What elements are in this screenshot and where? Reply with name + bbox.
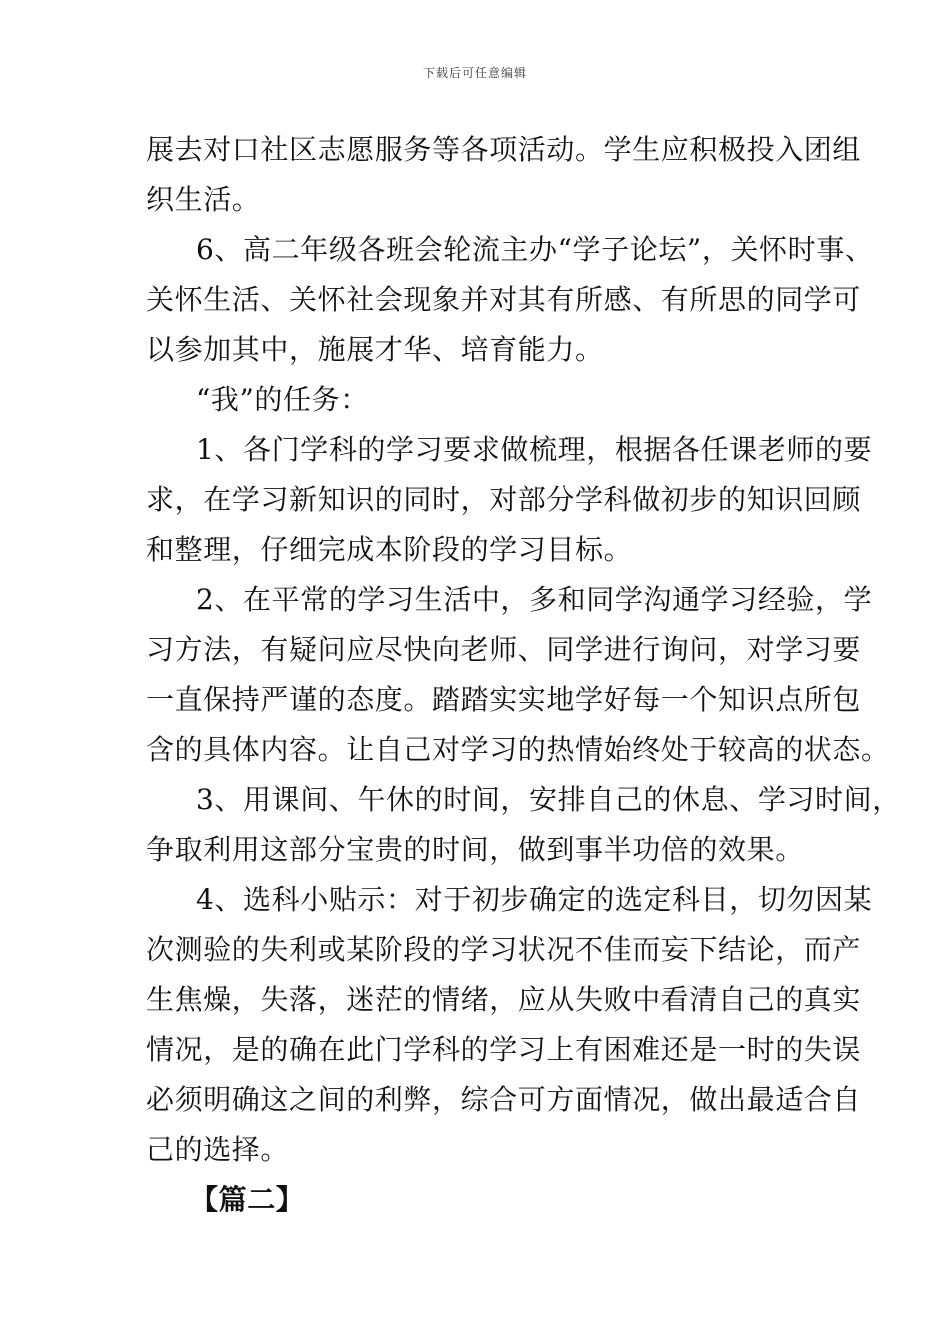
text-line: 己的选择。 bbox=[146, 1133, 290, 1166]
text-line: 情况，是的确在此门学科的学习上有困难还是一时的失误 bbox=[146, 1033, 862, 1066]
text-line: 和整理，仔细完成本阶段的学习目标。 bbox=[146, 533, 633, 566]
text-line: 习方法，有疑问应尽快向老师、同学进行询问，对学习要 bbox=[146, 633, 862, 666]
header-note: 下载后可任意编辑 bbox=[422, 66, 527, 80]
task-1-line: 1、各门学科的学习要求做梳理，根据各任课老师的要 bbox=[196, 433, 873, 466]
paragraph-6-line: 6、高二年级各班会轮流主办“学子论坛”，关怀时事、 bbox=[196, 233, 874, 266]
text-line: 织生活。 bbox=[146, 183, 261, 216]
section-heading: 【篇二】 bbox=[190, 1183, 305, 1216]
text-line: 以参加其中，施展才华、培育能力。 bbox=[146, 333, 604, 366]
text-line: 一直保持严谨的态度。踏踏实实地学好每一个知识点所包 bbox=[146, 683, 862, 716]
text-line: 争取利用这部分宝贵的时间，做到事半功倍的效果。 bbox=[146, 833, 804, 866]
text-line: 展去对口社区志愿服务等各项活动。学生应积极投入团组 bbox=[146, 133, 862, 166]
text-line: 求，在学习新知识的同时，对部分学科做初步的知识回顾 bbox=[146, 483, 862, 516]
text-line: 次测验的失利或某阶段的学习状况不佳而妄下结论，而产 bbox=[146, 933, 862, 966]
task-4-line: 4、选科小贴示：对于初步确定的选定科目，切勿因某 bbox=[196, 883, 873, 916]
task-2-line: 2、在平常的学习生活中，多和同学沟通学习经验，学 bbox=[196, 583, 873, 616]
text-line: 必须明确这之间的利弊，综合可方面情况，做出最适合自 bbox=[146, 1083, 862, 1116]
task-3-line: 3、用课间、午休的时间，安排自己的休息、学习时间， bbox=[196, 783, 901, 816]
tasks-subheading: “我”的任务： bbox=[196, 383, 369, 416]
text-line: 含的具体内容。让自己对学习的热情始终处于较高的状态。 bbox=[146, 733, 890, 766]
text-line: 生焦燥，失落，迷茫的情绪，应从失败中看清自己的真实 bbox=[146, 983, 862, 1016]
text-line: 关怀生活、关怀社会现象并对其有所感、有所思的同学可 bbox=[146, 283, 862, 316]
